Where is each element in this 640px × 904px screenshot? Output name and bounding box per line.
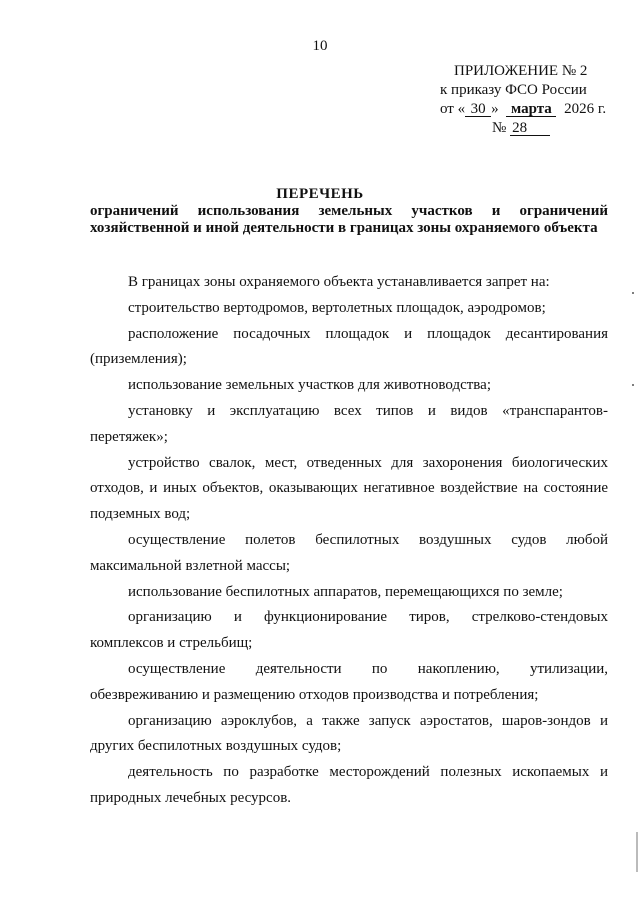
restriction-item: осуществление полетов беспилотных воздушных судов любой максимальной взлетной массы;: [90, 531, 608, 574]
restriction-item: использование земельных участков для животноводства;: [128, 377, 491, 394]
restriction-item: организацию и функционирование тиров, стрелково-стендовых комплексов и стрельбищ;: [90, 609, 608, 652]
annex-header: [420, 62, 620, 138]
annex-number-line: [420, 119, 620, 138]
document-body: [90, 270, 608, 812]
subtitle-line-2: хозяйственной и иной деятельности в границах зоны охраняемого объекта: [90, 220, 598, 236]
restriction-item: устройство свалок, мест, отведенных для захоронения биологических отходов, и иных объектов, оказывающих негативное воздействие на состояние подземных вод;: [90, 454, 608, 523]
restriction-item: использование беспилотных аппаратов, перемещающихся по земле;: [128, 583, 563, 600]
annex-title: ПРИЛОЖЕНИЕ № 2: [454, 63, 588, 79]
order-number: 28: [510, 121, 550, 136]
document-title: ПЕРЕЧЕНЬ: [276, 186, 364, 202]
restriction-item: расположение посадочных площадок и площадок десантирования (приземления);: [90, 325, 608, 368]
subtitle-line-1: ограничений использования земельных участков и ограничений: [90, 203, 608, 219]
date-day: 30: [465, 102, 491, 117]
page-number: 10: [312, 38, 328, 54]
document-subtitle: [90, 203, 608, 237]
intro-paragraph: В границах зоны охраняемого объекта устанавливается запрет на:: [128, 274, 550, 290]
restriction-item: установку и эксплуатацию всех типов и видов «транспарантов-перетяжек»;: [90, 402, 608, 445]
date-month: марта: [506, 102, 556, 117]
restriction-item: деятельность по разработке месторождений полезных ископаемых и природных лечебных ресурсов.: [90, 764, 608, 806]
restriction-item: организацию аэроклубов, а также запуск аэростатов, шаров-зондов и других беспилотных воздушных судов;: [90, 712, 608, 755]
date-mid: »: [491, 101, 499, 117]
scan-edge-mark: [636, 832, 638, 872]
date-prefix: от «: [440, 101, 466, 117]
restriction-item: строительство вертодромов, вертолетных площадок, аэродромов;: [128, 299, 546, 316]
annex-date-line: [420, 100, 620, 119]
annex-order-line: к приказу ФСО России: [440, 82, 587, 98]
date-year: 2026 г.: [564, 101, 607, 117]
number-prefix: №: [492, 120, 507, 136]
scan-speck: [632, 384, 634, 386]
scan-speck: [632, 292, 634, 294]
restriction-item: осуществление деятельности по накоплению, утилизации, обезвреживанию и размещению отходов производства и потребления;: [90, 660, 608, 703]
